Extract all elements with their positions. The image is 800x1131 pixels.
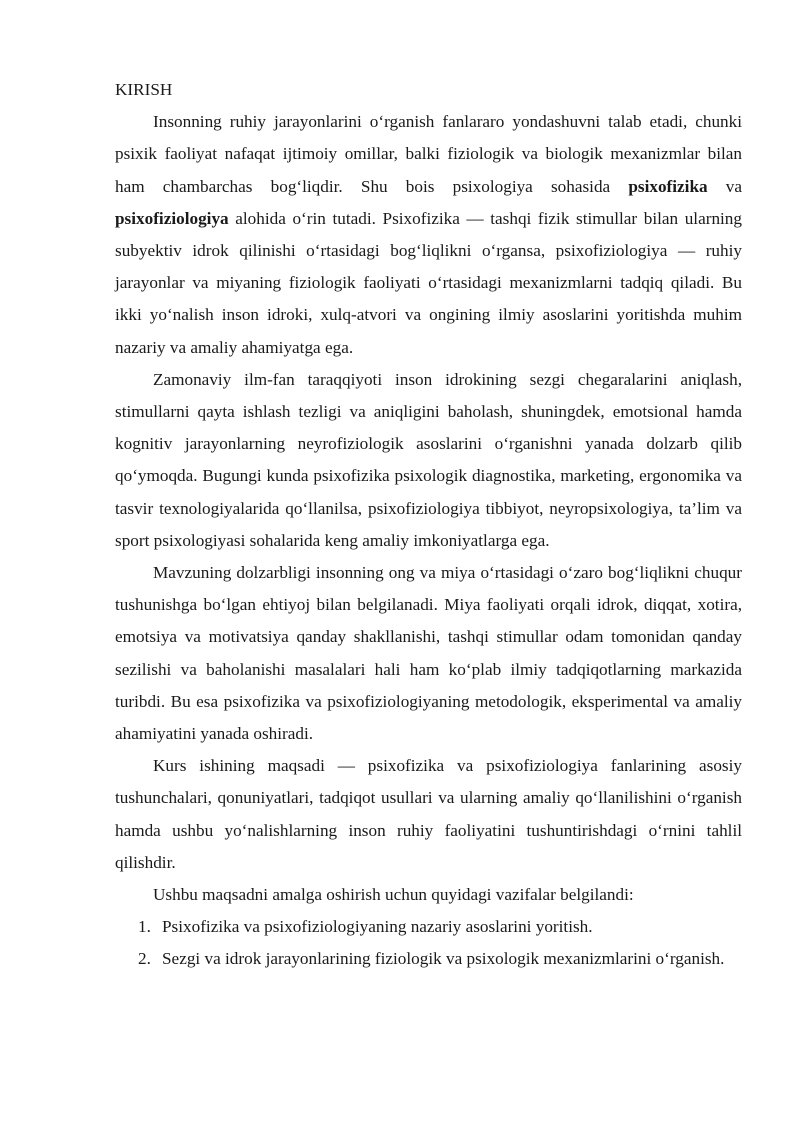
paragraph-intro-text-1: Insonning ruhiy jarayonlarini o‘rganish fanlararo yondashuvni talab etadi, chunki psixik faoliyat nafaqat ijtimoiy omillar, balki fiziologik va biologik mexanizmlar bilan ham chambarchas bog‘liqdir. Shu bois psixologiya sohasida bbox=[115, 112, 742, 196]
list-item bbox=[115, 943, 742, 975]
paragraph-intro-text-3: alohida o‘rin tutadi. Psixofizika — tashqi fizik stimullar bilan ularning subyektiv idrok qilinishi o‘rtasidagi bog‘liqlikni o‘rgansa, psixofiziologiya — ruhiy jarayonlar va miyaning fiziologik faoliyati o‘rtasidagi mexanizmlarni tadqiq qiladi. Bu ikki yo‘nalish inson idroki, xulq-atvori va ongining ilmiy asoslarini yoritishda muhim nazariy va amaliy ahamiyatga ega. bbox=[115, 208, 742, 357]
list-item-number: 2. bbox=[138, 949, 151, 969]
list-item-text: Sezgi va idrok jarayonlarining fiziologik va psixologik mexanizmlarini o‘rganish. bbox=[162, 949, 725, 969]
list-item-text: Psixofizika va psixofiziologiyaning nazariy asoslarini yoritish. bbox=[162, 917, 593, 937]
list-item-number: 1. bbox=[138, 917, 151, 937]
paragraph-tasks-intro: Ushbu maqsadni amalga oshirish uchun quyidagi vazifalar belgilandi: bbox=[153, 885, 634, 905]
paragraph-modern-science: Zamonaviy ilm-fan taraqqiyoti inson idrokining sezgi chegaralarini aniqlash, stimullarni qayta ishlash tezligi va aniqligini baholash, shuningdek, emotsional hamda kognitiv jarayonlarning neyrofiziologik asoslarini o‘rganishni yanada dolzarb qilib qo‘ymoqda. Bugungi kunda psixofizika psixologik diagnostika, marketing, ergonomika va tasvir texnologiyalarida qo‘llanilsa, psixofiziologiya tibbiyot, neyropsixologiya, ta’lim va sport psixologiyasi sohalarida keng amaliy imkoniyatlarga ega. bbox=[115, 369, 742, 550]
term-psixofiziologiya: psixofiziologiya bbox=[115, 208, 229, 228]
list-item bbox=[115, 911, 742, 943]
paragraph-goal: Kurs ishining maqsadi — psixofizika va psixofiziologiya fanlarining asosiy tushunchalari, qonuniyatlari, tadqiqot usullari va ularning amaliy qo‘llanilishini o‘rganish hamda ushbu yo‘nalishlarning inson ruhiy faoliyatini tushuntirishdagi o‘rnini tahlil qilishdir. bbox=[115, 756, 742, 872]
section-heading: KIRISH bbox=[115, 80, 173, 99]
term-psixofizika: psixofizika bbox=[628, 176, 708, 196]
document-page bbox=[115, 74, 742, 976]
paragraph-relevance: Mavzuning dolzarbligi insonning ong va miya o‘rtasidagi o‘zaro bog‘liqlikni chuqur tushunishga bo‘lgan ehtiyoj bilan belgilanadi. Miya faoliyati orqali idrok, diqqat, xotira, emotsiya va motivatsiya qanday shakllanishi, tashqi stimullar odam tomonidan qanday sezilishi va baholanishi masalalari hali ham ko‘plab ilmiy tadqiqotlarning markazida turibdi. Bu esa psixofizika va psixofiziologiyaning metodologik, eksperimental va amaliy ahamiyatini yanada oshiradi. bbox=[115, 563, 742, 744]
paragraph-intro-text-2: va bbox=[707, 176, 742, 196]
task-list bbox=[115, 911, 742, 975]
paragraph-intro bbox=[115, 106, 742, 364]
